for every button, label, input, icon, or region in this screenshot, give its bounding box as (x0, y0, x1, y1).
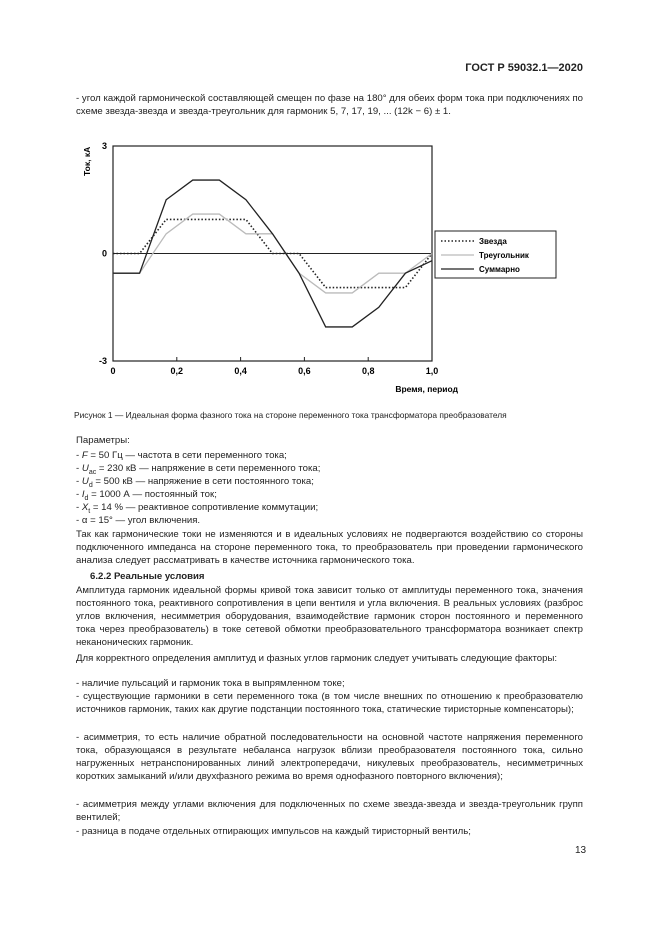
param-item: - $X_t = 14$ % — реактивное сопротивление коммутации; (76, 502, 319, 515)
x-tick-label: 1,0 (425, 366, 439, 376)
param-item: - $U_d = 500$ кВ — напряжение в сети постоянного тока; (76, 476, 314, 489)
list-item-pulse-difference: - разница в подаче отдельных отпирающих импульсов на каждый тиристорный вентиль; (76, 826, 471, 837)
list-item-asymmetry: - асимметрия, то есть наличие обратной последовательности на основной частоте напряжения переменного тока, образующаяся в результате небаланса нагрузок вблизи преобразователя постоянного тока, сильно нагруженных нетранспонированных линий электропередачи, никулевых преобразователь, несимметричных коротких замыканий и/или двухфазного режима во время однофазного повторного включения); (76, 732, 583, 782)
x-tick-label: 0,2 (170, 366, 184, 376)
param-item: - $I_d = 1000$ А — постоянный ток; (76, 489, 217, 502)
params-title: Параметры: (76, 435, 130, 446)
list-item-existing-harmonics: - существующие гармоники в сети переменного тока (в том числе внешних по отношению к преобразователю источников гармоник, таких как другие подстанции постоянного тока, статические тиристорные компенсаторы); (76, 691, 583, 715)
section-heading: 6.2.2 Реальные условия (90, 571, 205, 582)
y-tick-label: 0 (101, 248, 107, 259)
document-id: ГОСТ Р 59032.1—2020 (465, 62, 583, 74)
x-tick-label: 0,4 (234, 366, 247, 376)
paragraph-real-conditions: Амплитуда гармоник идеальной формы кривой тока зависит только от амплитуды переменного тока, значения постоянного тока, реактивного сопротивления в цепи вентиля и угла включения. В реальных условиях (разброс углов включения, несимметрия оборудования, взаимодействие гармоник сторон постоянного и переменного тока через преобразователь) в токе сетевой обмотки преобразовательного трансформатора возникает спектр неканонических гармоник. (76, 585, 583, 648)
paragraph-factors-intro: Для корректного определения амплитуд и фазных углов гармоник следует учитывать следующие факторы: (76, 653, 558, 664)
intro-paragraph: - угол каждой гармонической составляющей смещен по фазе на 180° для обеих форм тока при подключениях по схеме звезда-звезда и звезда-треугольник для гармоник 5, 7, 17, 19, ... (12k − 6) ± 1. (76, 93, 583, 117)
figure-caption: Рисунок 1 — Идеальная форма фазного тока на стороне переменного тока трансформатора преобразователя (74, 410, 507, 420)
legend-label: Суммарно (479, 265, 520, 274)
param-item: - α = 15° — угол включения. (76, 515, 201, 526)
list-item-angle-asymmetry: - асимметрия между углами включения для подключенных по схеме звезда-звезда и звезда-треугольник групп вентилей; (76, 799, 583, 823)
list-item-ripple: - наличие пульсаций и гармоник тока в выпрямленном токе; (76, 678, 345, 689)
page-number: 13 (575, 845, 587, 856)
current-waveform-chart (0, 0, 661, 400)
y-tick-label: 3 (101, 141, 107, 151)
x-tick-label: 0 (110, 366, 116, 376)
x-tick-label: 0,6 (298, 366, 311, 376)
legend-label: Звезда (479, 237, 507, 246)
y-axis-label: Ток, кА (82, 146, 92, 176)
legend-label: Треугольник (479, 251, 529, 260)
y-tick-label: -3 (98, 356, 107, 366)
x-axis-label: Время, период (395, 384, 458, 394)
param-item: - F = 50 Гц — частота в сети переменного тока; (76, 450, 287, 461)
paragraph-harmonic-source: Так как гармонические токи не изменяются и в идеальных условиях не подвергаются воздействию со стороны подключенного импеданса на стороне переменного тока, то преобразователь при проведении гармонического анализа следует рассматривать в качестве источника гармонического тока. (76, 529, 583, 566)
x-tick-label: 0,8 (361, 366, 375, 376)
param-item: - $U_{ac} = 230$ кВ — напряжение в сети переменного тока; (76, 463, 321, 476)
